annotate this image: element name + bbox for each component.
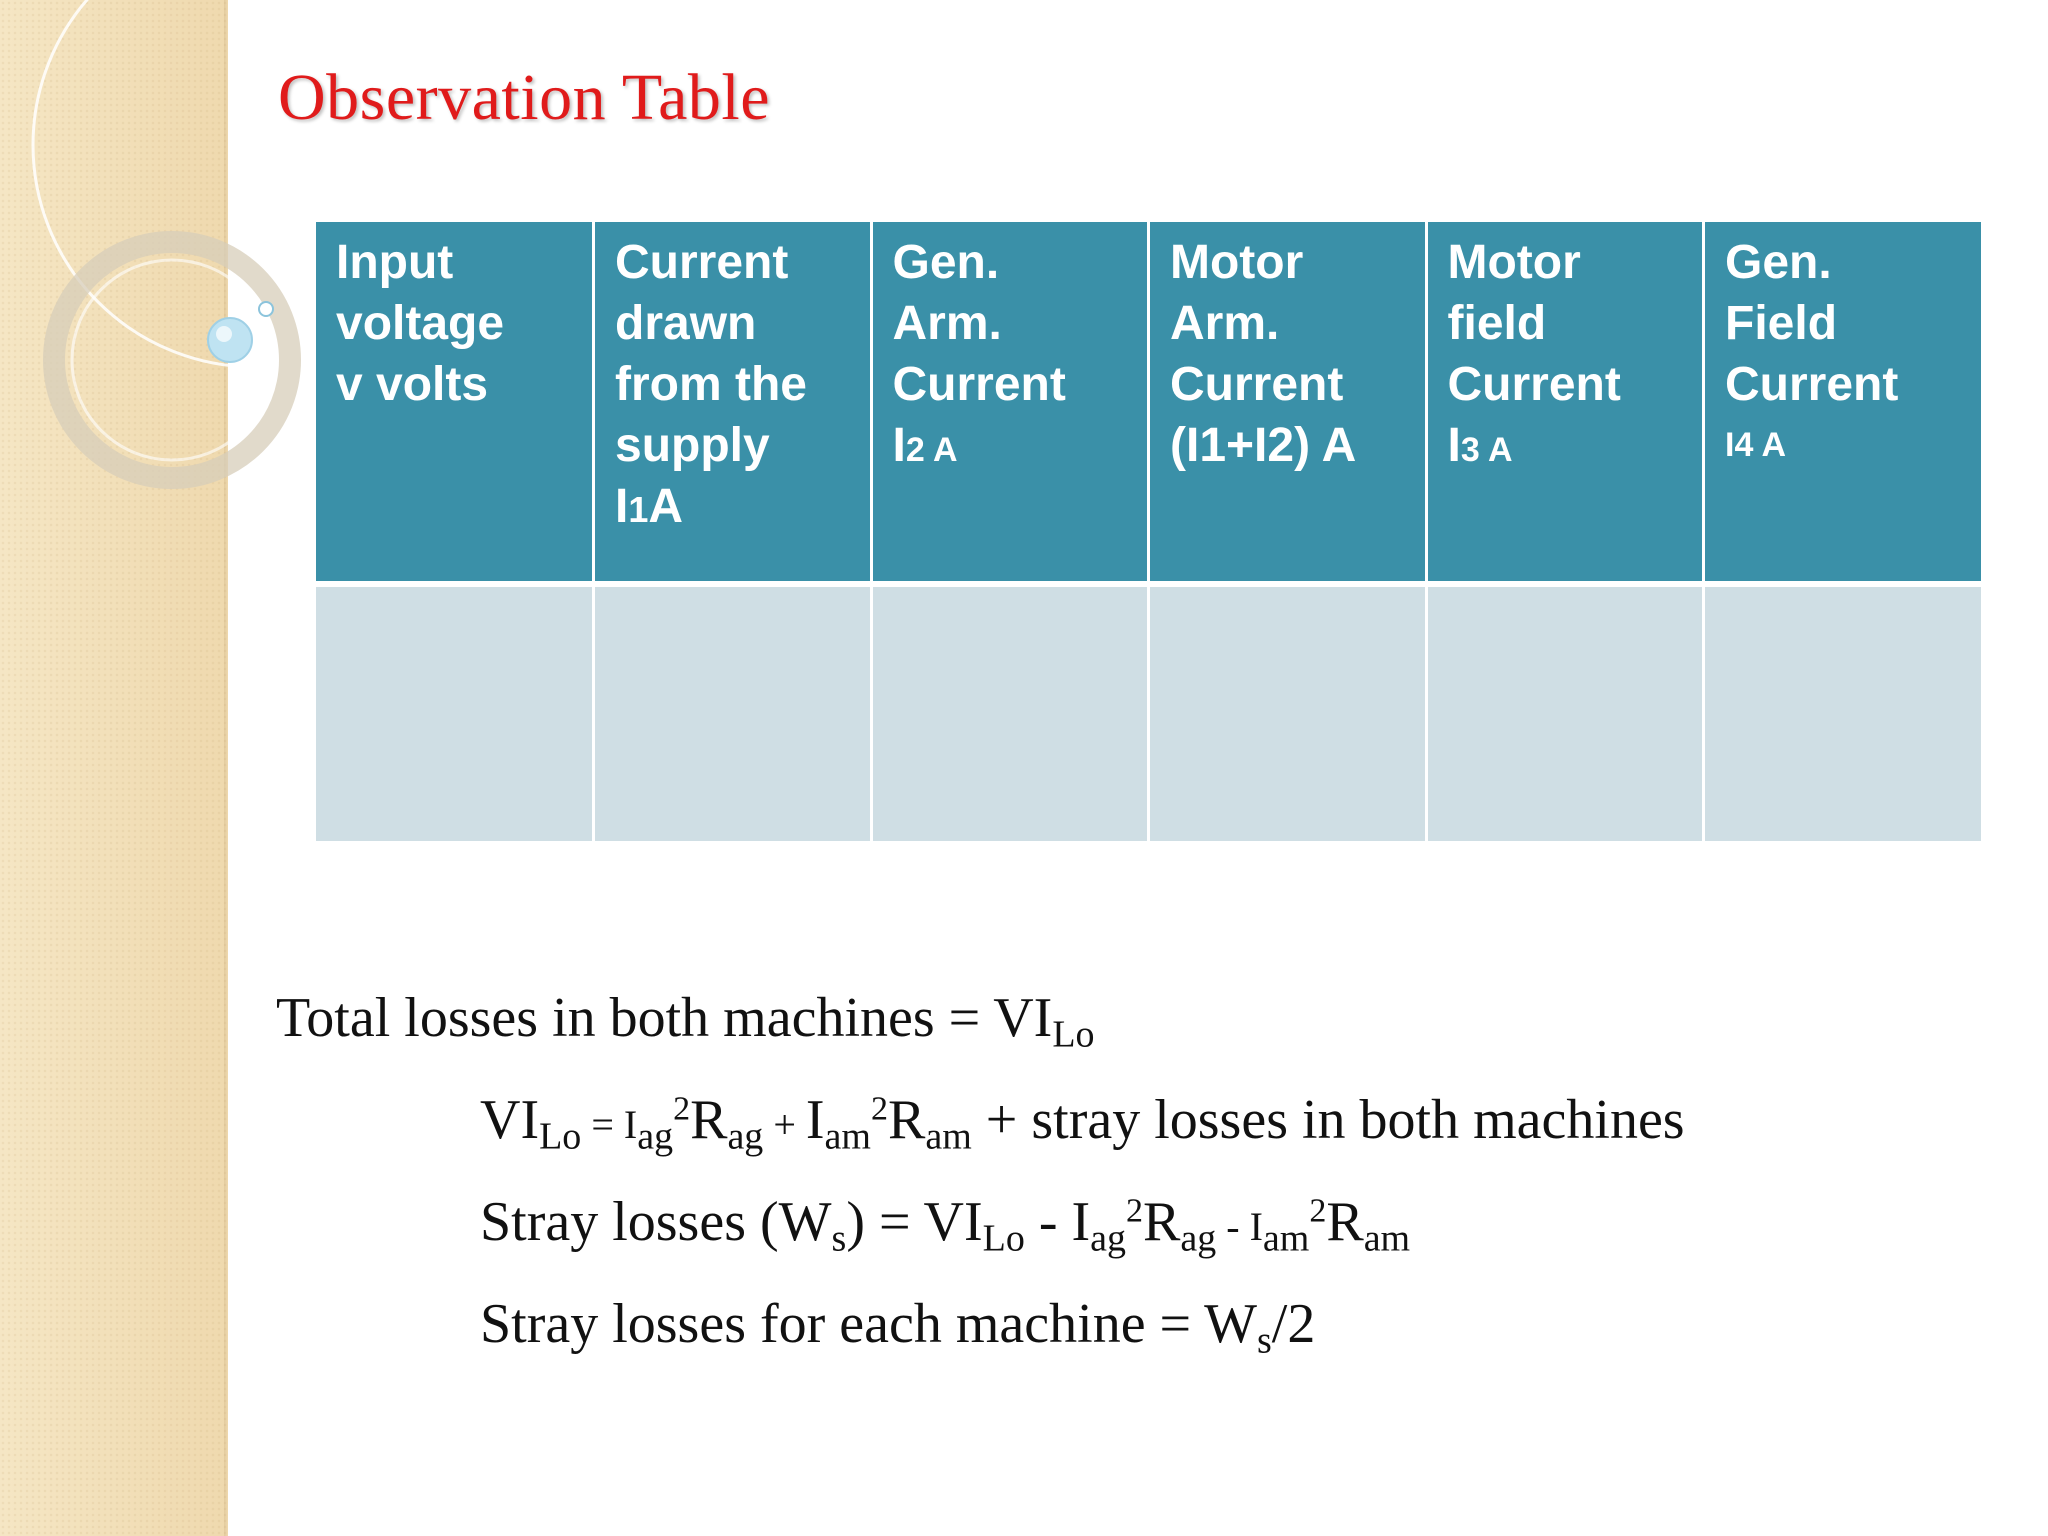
decorative-side-band [0,0,228,1536]
table-cell [871,584,1149,841]
equation-total-losses: Total losses in both machines = $VI_{Lo}$ [276,987,1095,1056]
table-header-row [316,222,1981,584]
table-cell [1426,584,1704,841]
table-cell [316,584,594,841]
table-row [316,584,1981,841]
header-motor-arm-current: Motor Arm. Current (I1+I2) A [1149,222,1427,584]
header-motor-field-current: Motor field Current I3 A [1426,222,1704,584]
equation-stray-losses-each: Stray losses for each machine = $W_s/2$ [480,1293,1316,1362]
table-cell [1704,584,1982,841]
observation-table [316,222,1981,841]
side-band-edge [224,0,228,1536]
header-input-voltage: Input voltage v volts [316,222,594,584]
slide-title: Observation Table [278,61,771,134]
equation-vilo-breakdown: $VI_{Lo} = I_{ag}^2R_{ag} + I_{am}^2R_{am}$ + stray losses in both machines [480,1089,1685,1158]
header-gen-arm-current: Gen. Arm. Current I2 A [871,222,1149,584]
equation-stray-losses: Stray losses $(W_s) = VI_{Lo} - I_{ag}^2R_{ag} - I_{am}^2R_{am}$ [480,1191,1411,1260]
header-supply-current: Current drawn from the supply I1A [594,222,872,584]
table-cell [1149,584,1427,841]
table-cell [594,584,872,841]
header-gen-field-current: Gen. Field Current I4 A [1704,222,1982,584]
